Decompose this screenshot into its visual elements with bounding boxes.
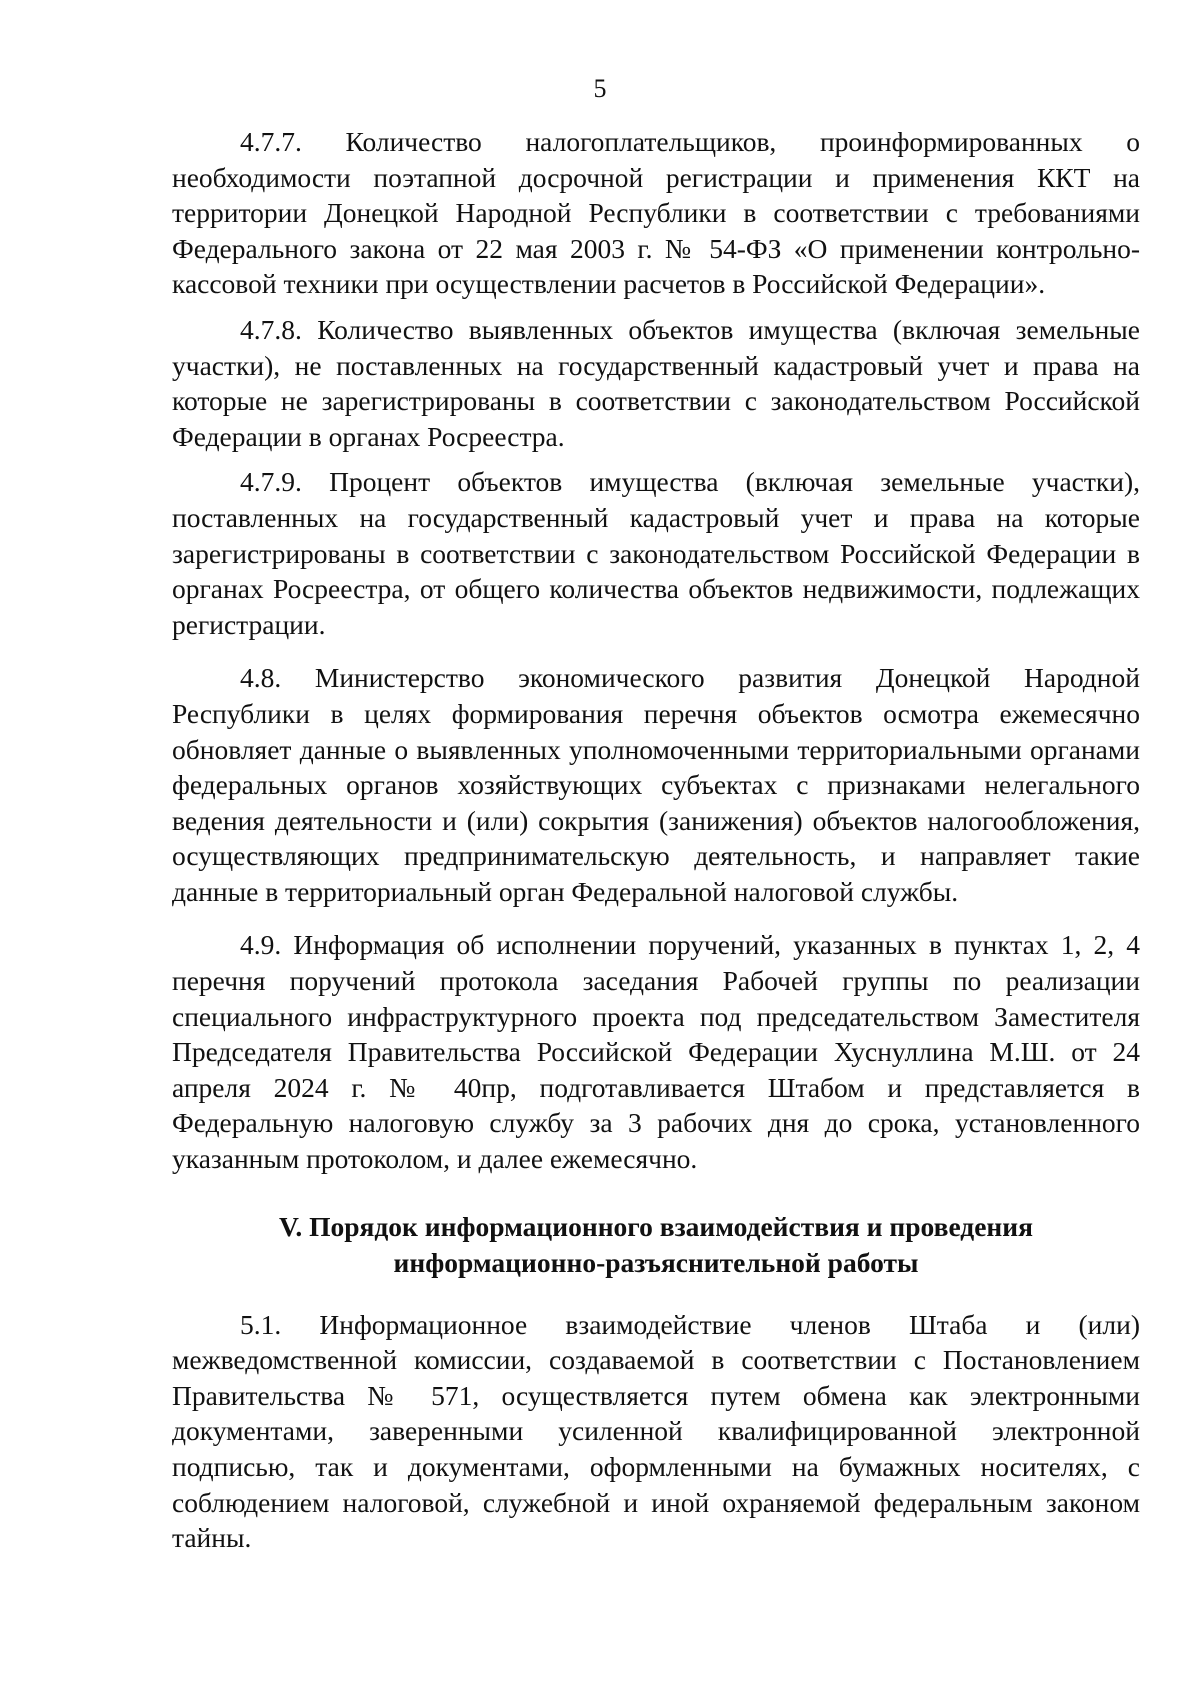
- section-heading-line-1: V. Порядок информационного взаимодействия и проведения: [279, 1210, 1033, 1242]
- paragraph-4-7-7: 4.7.7. Количество налогоплательщиков, проинформированных о необходимости поэтапной досрочной регистрации и применения ККТ на территории Донецкой Народной Республики в соответствии с требованиями Федерального закона от 22 мая 2003 г. № 54-ФЗ «О применении контрольно-кассовой техники при осуществлении расчетов в Российской Федерации».: [172, 126, 1140, 300]
- paragraph-4-9: 4.9. Информация об исполнении поручений, указанных в пунктах 1, 2, 4 перечня поручений протокола заседания Рабочей группы по реализации специального инфраструктурного проекта под председательством Заместителя Председателя Правительства Российской Федерации Хуснуллина М.Ш. от 24 апреля 2024 г. № 40пр, подготавливается Штабом и представляется в Федеральную налоговую службу за 3 рабочих дня до срока, установленного указанным протоколом, и далее ежемесячно.: [172, 929, 1140, 1175]
- page-number: 5: [593, 74, 607, 103]
- document-body: [172, 124, 1140, 1566]
- paragraph-4-7-9: 4.7.9. Процент объектов имущества (включая земельные участки), поставленных на государственный кадастровый учет и права на которые зарегистрированы в соответствии с законодательством Российской Федерации в органах Росреестра, от общего количества объектов недвижимости, подлежащих регистрации.: [172, 466, 1140, 640]
- paragraph-4-7-8: 4.7.8. Количество выявленных объектов имущества (включая земельные участки), не поставленных на государственный кадастровый учет и права на которые не зарегистрированы в соответствии с законодательством Российской Федерации в органах Росреестра.: [172, 313, 1140, 452]
- paragraph-5-1: 5.1. Информационное взаимодействие членов Штаба и (или) межведомственной комиссии, создаваемой в соответствии с Постановлением Правительства № 571, осуществляется путем обмена как электронными документами, заверенными усиленной квалифицированной электронной подписью, так и документами, оформленными на бумажных носителях, с соблюдением налоговой, служебной и иной охраняемой федеральным законом тайны.: [172, 1308, 1140, 1554]
- section-heading: [172, 1209, 1140, 1281]
- section-heading-line-2: информационно-разъяснительной работы: [393, 1246, 919, 1278]
- paragraph-4-8: 4.8. Министерство экономического развития Донецкой Народной Республики в целях формирования перечня объектов осмотра ежемесячно обновляет данные о выявленных уполномоченными территориальными органами федеральных органов хозяйствующих субъектах с признаками нелегального ведения деятельности и (или) сокрытия (занижения) объектов налогообложения, осуществляющих предпринимательскую деятельность, и направляет такие данные в территориальный орган Федеральной налоговой службы.: [172, 662, 1140, 907]
